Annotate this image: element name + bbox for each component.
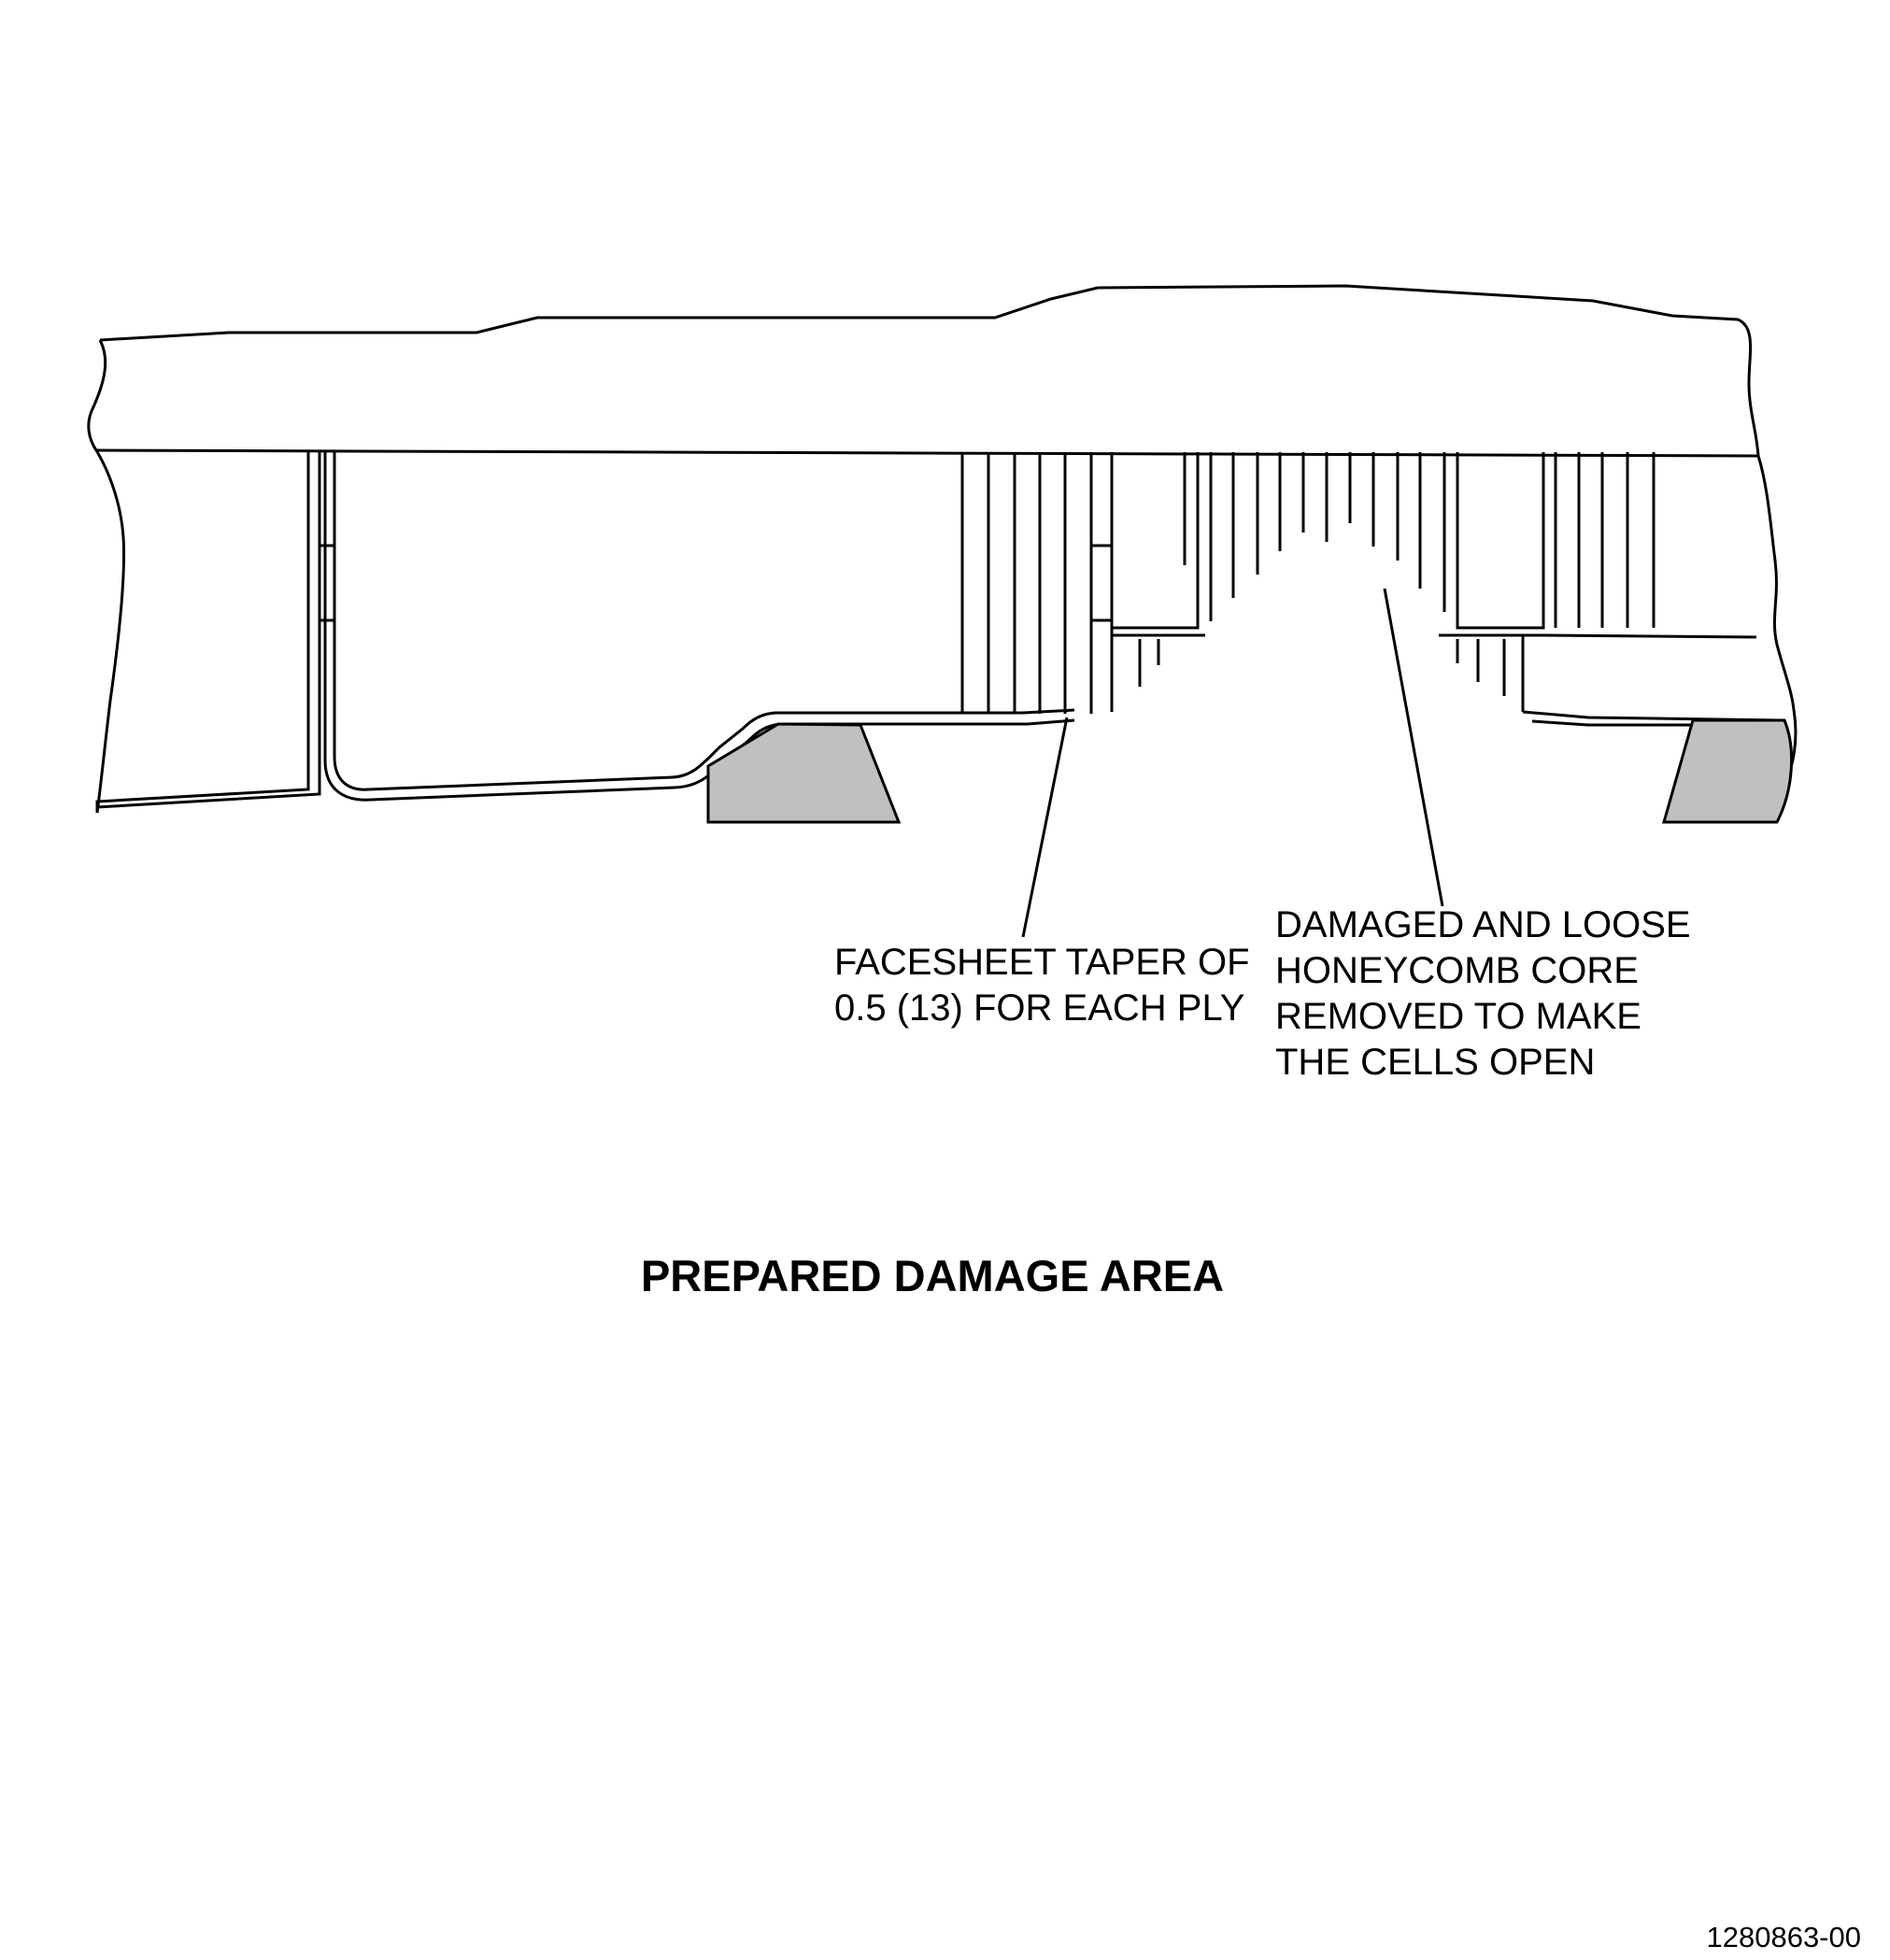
callout-facesheet-taper-line-1: FACESHEET TAPER OF (834, 942, 1250, 983)
callout-damaged-core-line-1: DAMAGED AND LOOSE (1275, 904, 1691, 945)
callout-facesheet-taper (834, 942, 1260, 1029)
callout-damaged-core-line-2: HONEYCOMB CORE (1275, 950, 1639, 991)
ply-steps-left (962, 452, 1112, 714)
callout-facesheet-taper-line-2: 0.5 (13) FOR EACH PLY (834, 987, 1245, 1029)
ply-steps-right (1556, 452, 1654, 628)
edge-channel (97, 452, 320, 813)
callout-damaged-core-line-4: THE CELLS OPEN (1275, 1042, 1596, 1083)
left-break-line (96, 450, 124, 813)
upper-skin-left-break (89, 340, 106, 450)
leader-damaged-core (1385, 589, 1442, 906)
diagram-title: PREPARED DAMAGE AREA (640, 1251, 1225, 1300)
cavity-step-left (1112, 452, 1205, 635)
honeycomb-core-cells (1140, 452, 1504, 696)
callout-damaged-core-line-3: REMOVED TO MAKE (1275, 996, 1641, 1037)
skin-inner-line (96, 450, 1758, 456)
figure-number: 1280863-00 (1706, 1921, 1861, 1953)
callout-damaged-core (1275, 904, 1701, 1083)
leader-facesheet-taper (1023, 717, 1067, 937)
cavity-step-right (1439, 452, 1756, 712)
right-support-block (1664, 720, 1792, 822)
upper-skin-outline (100, 286, 1758, 456)
left-support-block (708, 724, 899, 822)
